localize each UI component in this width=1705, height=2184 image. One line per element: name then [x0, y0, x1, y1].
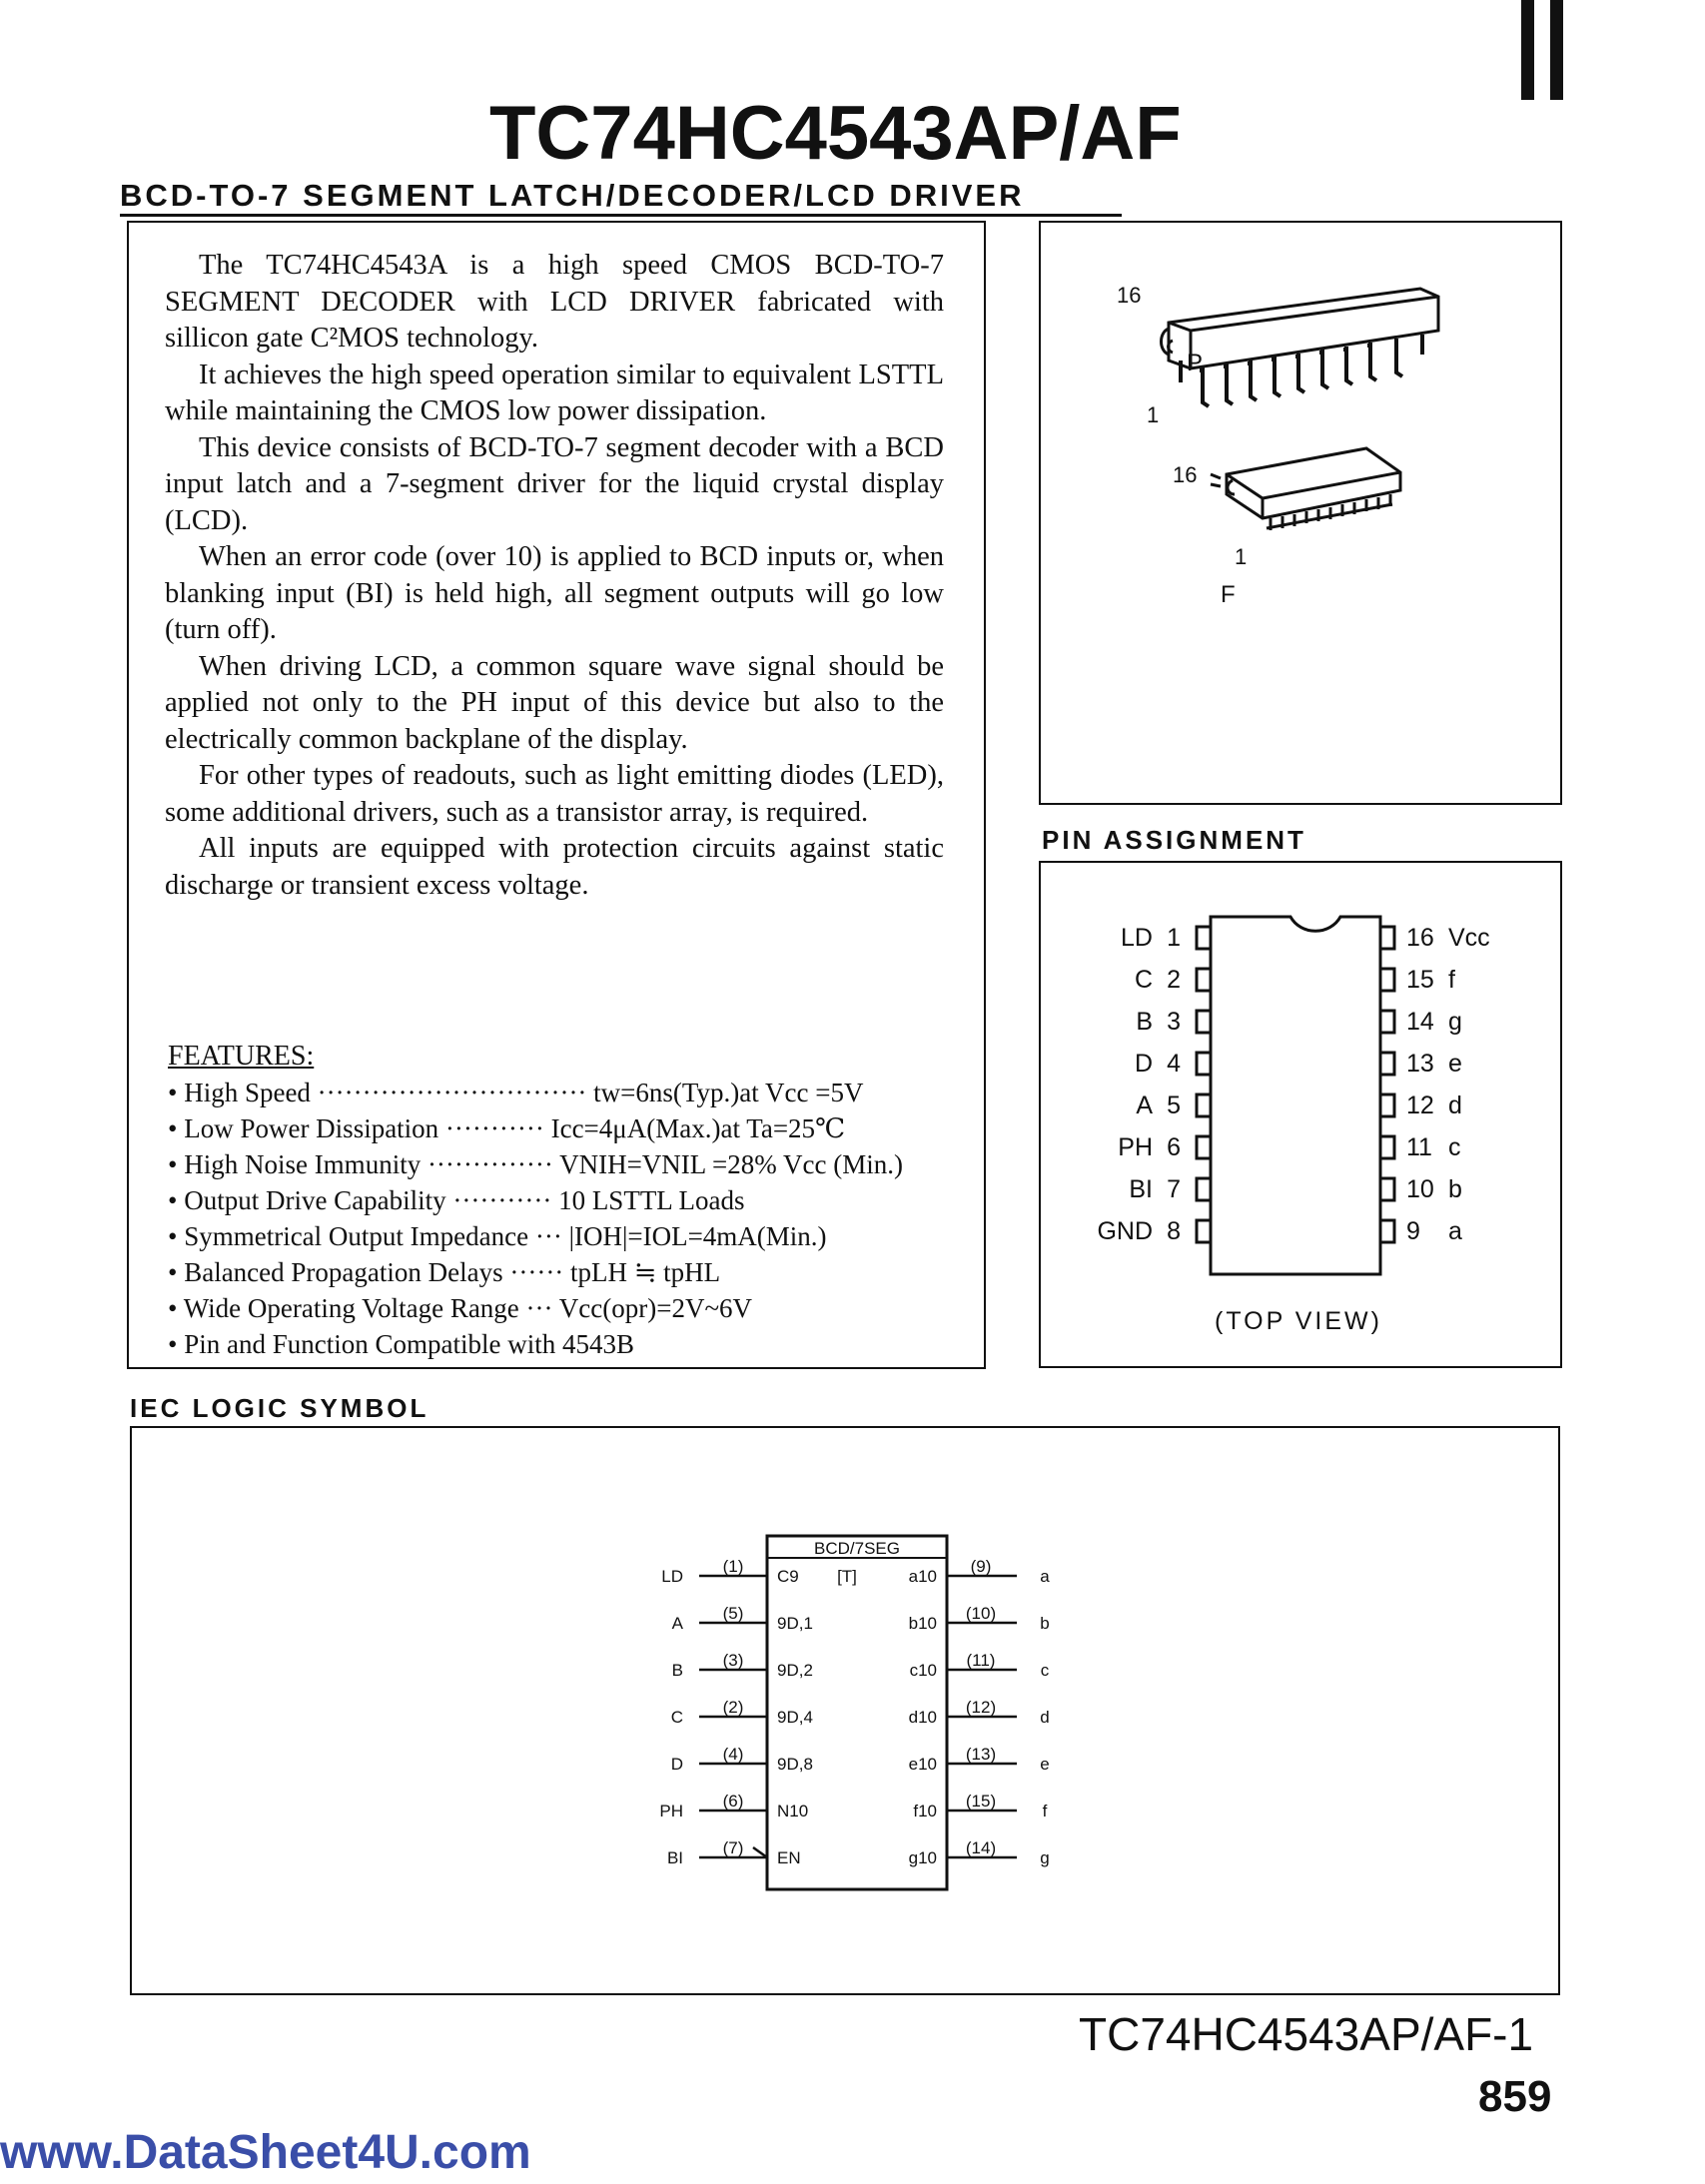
sop-pin16-label: 16	[1173, 462, 1198, 487]
pin-box-right	[1380, 1136, 1394, 1158]
description-paragraph: All inputs are equipped with protection circuits against static discharge or transient excess voltage.	[165, 833, 944, 901]
pin-number-right: 15	[1406, 966, 1434, 994]
description-paragraph: When driving LCD, a common square wave signal should be applied not only to the PH input of this device but also to the electrically common backplane of the display.	[165, 650, 944, 755]
pin-number-left: 6	[1167, 1133, 1181, 1161]
iec-input-signal: A	[671, 1614, 683, 1633]
pin-name-left: C	[1134, 966, 1153, 994]
description-paragraph: This device consists of BCD-TO-7 segment decoder with a BCD input latch and a 7-segment driver for the liquid crystal display (LCD).	[165, 431, 944, 536]
iec-input-pin: (2)	[722, 1698, 744, 1717]
iec-block-title: BCD/7SEG	[814, 1539, 900, 1558]
pin-name-right: e	[1448, 1050, 1462, 1078]
pin-box-right	[1380, 927, 1394, 949]
sop-package-drawing	[1211, 448, 1400, 530]
iec-title: IEC LOGIC SYMBOL	[130, 1393, 429, 1423]
iec-input-label: 9D,1	[777, 1614, 813, 1633]
pin-number-left: 2	[1167, 966, 1181, 994]
iec-output-signal: c	[1040, 1661, 1050, 1680]
pin-box-right	[1380, 969, 1394, 991]
pin-box-left	[1197, 1178, 1211, 1200]
sop-pin1-label: 1	[1235, 544, 1248, 569]
iec-output-pin: (9)	[970, 1557, 992, 1576]
iec-output-signal: e	[1040, 1755, 1050, 1774]
iec-input-signal: BI	[666, 1848, 683, 1867]
iec-input-extra: [T]	[837, 1567, 857, 1586]
pin-number-left: 5	[1167, 1092, 1181, 1119]
pin-name-left: PH	[1118, 1133, 1153, 1161]
iec-output-pin: (10)	[965, 1604, 997, 1623]
pin-box-right	[1380, 1053, 1394, 1075]
iec-input-signal: LD	[661, 1567, 683, 1586]
pin-box-left	[1197, 1220, 1211, 1242]
pin-name-left: LD	[1121, 924, 1153, 952]
pin-number-right: 9	[1406, 1217, 1420, 1245]
page-number: 859	[1478, 2072, 1552, 2121]
package-box	[1039, 221, 1562, 805]
iec-input-label: 9D,8	[777, 1755, 813, 1774]
watermark-link[interactable]: www.DataSheet4U.com	[0, 2126, 531, 2179]
pin-box-left	[1197, 927, 1211, 949]
iec-input-label: N10	[777, 1802, 809, 1820]
iec-output-pin: (15)	[965, 1792, 997, 1811]
pin-box-left	[1197, 1136, 1211, 1158]
page-title: TC74HC4543AP/AF	[489, 91, 1182, 176]
description-paragraph: The TC74HC4543A is a high speed CMOS BCD-TO-7 SEGMENT DECODER with LCD DRIVER fabricated with sillicon gate C²MOS technology.	[165, 250, 944, 354]
package-illustration	[1041, 223, 1560, 803]
feature-item: • Low Power Dissipation ··········· Icc=4μA(Max.)at Ta=25℃	[168, 1110, 967, 1146]
pin-box-right	[1380, 1011, 1394, 1033]
pin-name-left: BI	[1129, 1175, 1153, 1203]
iec-output-label: e10	[908, 1755, 937, 1774]
iec-output-signal: g	[1040, 1848, 1050, 1867]
pin-number-right: 11	[1406, 1133, 1432, 1161]
subtitle-rule	[120, 214, 1122, 217]
pin-number-left: 1	[1167, 924, 1181, 952]
dip-package-label: P	[1187, 350, 1204, 376]
dip-pin1-label: 1	[1147, 402, 1160, 427]
pin-box-right	[1380, 1220, 1394, 1242]
pin-name-left: B	[1136, 1008, 1153, 1036]
section-mark	[1521, 0, 1563, 100]
pin-number-right: 10	[1406, 1175, 1434, 1203]
pin-name-right: g	[1448, 1008, 1462, 1036]
dip-package-drawing	[1162, 289, 1439, 406]
pin-name-right: c	[1448, 1133, 1461, 1161]
iec-output-pin: (13)	[965, 1745, 997, 1764]
pin-number-left: 7	[1167, 1175, 1181, 1203]
pin-name-left: GND	[1097, 1217, 1153, 1245]
feature-item: • Output Drive Capability ··········· 10 LSTTL Loads	[168, 1182, 967, 1218]
pin-number-left: 8	[1167, 1217, 1181, 1245]
feature-item: • Balanced Propagation Delays ······ tpLH ≒ tpHL	[168, 1254, 967, 1290]
iec-output-signal: f	[1042, 1802, 1048, 1820]
iec-input-signal: D	[670, 1755, 683, 1774]
iec-input-pin: (6)	[722, 1792, 744, 1811]
pin-number-left: 3	[1167, 1008, 1181, 1036]
pin-assignment-title: PIN ASSIGNMENT	[1042, 825, 1306, 855]
iec-output-signal: a	[1040, 1567, 1050, 1586]
iec-input-pin: (1)	[722, 1557, 744, 1576]
feature-item: • Pin and Function Compatible with 4543B	[168, 1326, 967, 1362]
iec-input-label: EN	[777, 1848, 801, 1867]
features-section	[168, 1039, 967, 1362]
iec-input-pin: (4)	[722, 1745, 744, 1764]
pin-box-left	[1197, 1011, 1211, 1033]
feature-item: • High Speed ······························ tw=6ns(Typ.)at Vcc =5V	[168, 1075, 967, 1110]
pin-number-right: 14	[1406, 1008, 1434, 1036]
iec-output-signal: d	[1040, 1708, 1050, 1727]
iec-polarity-indicator	[753, 1847, 767, 1857]
pin-name-right: Vcc	[1448, 924, 1490, 952]
pin-assignment-diagram	[1041, 863, 1560, 1366]
pin-box-right	[1380, 1094, 1394, 1116]
pin-box-right	[1380, 1178, 1394, 1200]
iec-output-pin: (11)	[966, 1651, 996, 1670]
pin-number-right: 16	[1406, 924, 1434, 952]
features-heading: FEATURES:	[168, 1041, 315, 1072]
pin-name-right: a	[1448, 1217, 1462, 1245]
description-text	[165, 248, 944, 904]
sop-package-label: F	[1221, 581, 1236, 608]
pin-box-left	[1197, 1094, 1211, 1116]
iec-input-signal: PH	[659, 1802, 683, 1820]
pin-name-right: d	[1448, 1092, 1462, 1119]
ic-body-outline	[1211, 917, 1380, 1274]
feature-item: • High Noise Immunity ·············· VNIH=VNIL =28% Vcc (Min.)	[168, 1146, 967, 1182]
iec-input-pin: (5)	[722, 1604, 744, 1623]
iec-logic-diagram	[132, 1428, 1558, 1993]
pin-name-right: f	[1448, 966, 1455, 994]
iec-input-pin: (3)	[722, 1651, 744, 1670]
pin-name-left: D	[1134, 1050, 1153, 1078]
iec-input-label: C9	[777, 1567, 799, 1586]
top-view-label: (TOP VIEW)	[1215, 1307, 1382, 1335]
iec-input-signal: B	[671, 1661, 683, 1680]
pin-number-right: 13	[1406, 1050, 1434, 1078]
iec-output-label: d10	[908, 1708, 937, 1727]
pin-box-left	[1197, 969, 1211, 991]
description-paragraph: When an error code (over 10) is applied to BCD inputs or, when blanking input (BI) is held high, all segment outputs will go low (turn off).	[165, 541, 944, 645]
iec-output-label: f10	[913, 1802, 937, 1820]
pin-box-left	[1197, 1053, 1211, 1075]
pin-number-right: 12	[1406, 1092, 1434, 1119]
iec-input-label: 9D,2	[777, 1661, 813, 1680]
pin-number-left: 4	[1167, 1050, 1181, 1078]
dip-pin16-label: 16	[1117, 283, 1142, 308]
feature-item: • Symmetrical Output Impedance ··· |IOH|=IOL=4mA(Min.)	[168, 1218, 967, 1254]
description-paragraph: For other types of readouts, such as light emitting diodes (LED), some additional drivers, such as a transistor array, is required.	[165, 760, 944, 828]
pin-assignment-box	[1039, 861, 1562, 1368]
iec-output-pin: (12)	[965, 1698, 997, 1717]
pin-name-right: b	[1448, 1175, 1462, 1203]
footer-doc-id: TC74HC4543AP/AF-1	[1079, 2008, 1534, 2060]
iec-output-label: c10	[909, 1661, 937, 1680]
iec-output-label: a10	[908, 1567, 937, 1586]
iec-input-signal: C	[670, 1708, 683, 1727]
iec-output-label: b10	[908, 1614, 937, 1633]
features-list	[168, 1075, 967, 1362]
pin-name-left: A	[1136, 1092, 1153, 1119]
iec-output-pin: (14)	[965, 1838, 997, 1857]
page-subtitle: BCD-TO-7 SEGMENT LATCH/DECODER/LCD DRIVER	[120, 178, 1025, 213]
feature-item: • Wide Operating Voltage Range ··· Vcc(opr)=2V~6V	[168, 1290, 967, 1326]
iec-output-label: g10	[908, 1848, 937, 1867]
iec-output-signal: b	[1040, 1614, 1050, 1633]
iec-input-pin: (7)	[722, 1838, 744, 1857]
iec-input-label: 9D,4	[777, 1708, 813, 1727]
description-paragraph: It achieves the high speed operation similar to equivalent LSTTL while maintaining the CMOS low power dissipation.	[165, 359, 944, 426]
iec-box	[130, 1426, 1560, 1995]
